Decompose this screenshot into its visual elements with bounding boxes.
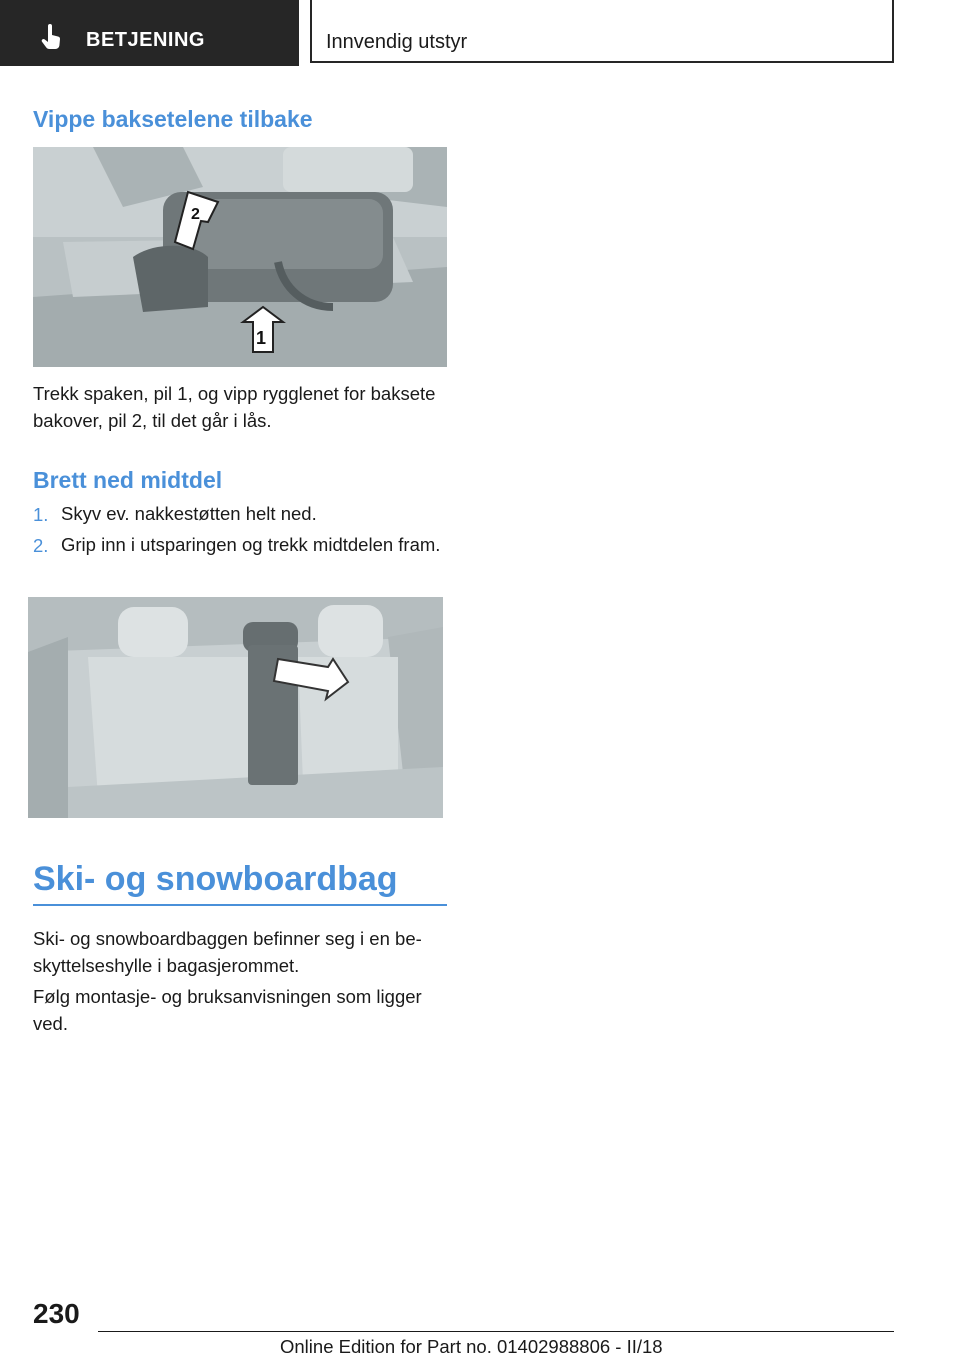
edition-note: Online Edition for Part no. 01402988806 - II/18 [280,1336,663,1357]
chapter-title: Innvendig utstyr [326,31,468,53]
figure-fold-backrest [33,147,447,367]
step-number: 2. [33,535,49,556]
step-number: 1. [33,504,49,525]
ski-bag-paragraph: Følg montasje- og bruksanvisningen som ligger ved. [33,986,422,1034]
hand-pointer-icon [40,24,64,52]
section-tab[interactable] [0,0,299,66]
step-text: Skyv ev. nakkestøtten helt ned. [61,503,317,524]
heading-rule [33,904,447,906]
fold-back-instructions: Trekk spaken, pil 1, og vipp rygglenet for baksete bakover, pil 2, til det går i lås. [33,383,436,431]
step-text: Grip inn i utsparingen og trekk midtdelen fram. [61,534,441,555]
footer-rule [98,1331,894,1332]
ski-bag-paragraph: Ski- og snowboardbaggen befinner seg i en be‐skyttelseshylle i bagasjerommet. [33,928,422,976]
figure-middle-section [28,597,443,818]
heading-fold-middle: Brett ned midtdel [33,467,223,493]
heading-ski-bag: Ski- og snowboardbag [33,860,398,898]
section-label: BETJENING [86,29,205,51]
arrow-label-2: 2 [191,206,200,223]
arrow-label-1: 1 [256,328,267,348]
page-number: 230 [33,1298,80,1329]
heading-fold-back: Vippe baksetelene tilbake [33,106,313,132]
